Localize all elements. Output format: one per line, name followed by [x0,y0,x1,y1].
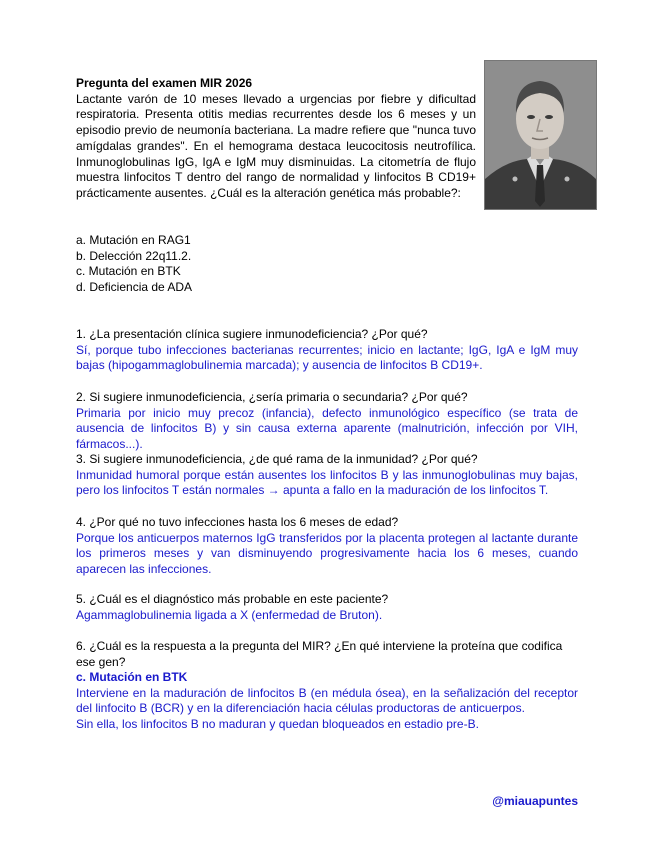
question-body: Lactante varón de 10 meses llevado a urgencias por fiebre y dificultad respiratoria. Presenta otitis medias recurrentes desde los 6 meses y un episodio previo de neumonía bacteriana. La madre refiere que "nunca tuvo amígdalas grandes". En el hemograma destaca leucocitosis neutrofílica. Inmunoglobulinas IgG, IgA e IgM muy disminuidas. La citometría de flujo muestra linfocitos T dentro del rango de normalidad y linfocitos B CD19+ prácticamente ausentes. ¿Cuál es la alteración genética más probable?: [76,91,476,200]
qa-question: 4. ¿Por qué no tuvo infecciones hasta los 6 meses de edad? [76,515,399,529]
qa-question: 6. ¿Cuál es la respuesta a la pregunta del MIR? ¿En qué interviene la proteína que codifica ese gen? [76,639,563,669]
qa-question: 5. ¿Cuál es el diagnóstico más probable en este paciente? [76,592,389,606]
option-d: d. Deficiencia de ADA [76,280,193,295]
qa-answer: Sí, porque tubo infecciones bacterianas recurrentes; inicio en lactante; IgG, IgA e IgM muy bajas (hipogammaglobulinemia marcada); y ausencia de linfocitos B CD19+. [76,342,578,373]
author-handle: @miauapuntes [492,794,578,808]
qa-item-4 [76,515,578,577]
question-title: Pregunta del examen MIR 2026 [76,76,253,90]
qa-question: 2. Si sugiere inmunodeficiencia, ¿sería primaria o secundaria? ¿Por qué? [76,390,468,404]
qa-answer: Primaria por inicio muy precoz (infancia), defecto inmunológico específico (se trata de ausencia de linfocitos B) y sin causa externa aparente (malnutrición, infección por VIH, fármacos...). [76,405,578,451]
option-c: c. Mutación en BTK [76,264,181,279]
qa-answer: Interviene en la maduración de linfocitos B (en médula ósea), en la señalización del receptor del linfocito B (BCR) y en la diferenciación hacia células productoras de anticuerpos. [76,685,578,716]
question-text [76,76,476,202]
qa-item-6 [76,639,578,733]
qa-answer-title: c. Mutación en BTK [76,670,188,685]
qa-question: 1. ¿La presentación clínica sugiere inmunodeficiencia? ¿Por qué? [76,327,428,341]
portrait-photo [484,60,597,210]
qa-item-5 [76,592,578,623]
qa-answer: Agammaglobulinemia ligada a X (enfermedad de Bruton). [76,607,383,622]
option-a: a. Mutación en RAG1 [76,233,191,247]
qa-answer: Porque los anticuerpos maternos IgG transferidos por la placenta protegen al lactante durante los primeros meses y van disminuyendo progresivamente hacia los 6 meses, cuando aparecen las infecciones. [76,530,578,576]
qa-answer: Inmunidad humoral porque están ausentes los linfocitos B y las inmunoglobulinas muy bajas, pero los linfocitos T están normales → apunta a fallo en la maduración de los linfocitos T. [76,467,578,498]
answer-options [76,233,192,296]
qa-item-2 [76,390,578,452]
qa-answer-extra: Sin ella, los linfocitos B no maduran y quedan bloqueados en estadio pre-B. [76,716,479,731]
qa-question: 3. Si sugiere inmunodeficiencia, ¿de qué rama de la inmunidad? ¿Por qué? [76,452,478,466]
option-b: b. Delección 22q11.2. [76,248,192,263]
qa-item-3 [76,452,578,499]
qa-item-1 [76,327,578,374]
